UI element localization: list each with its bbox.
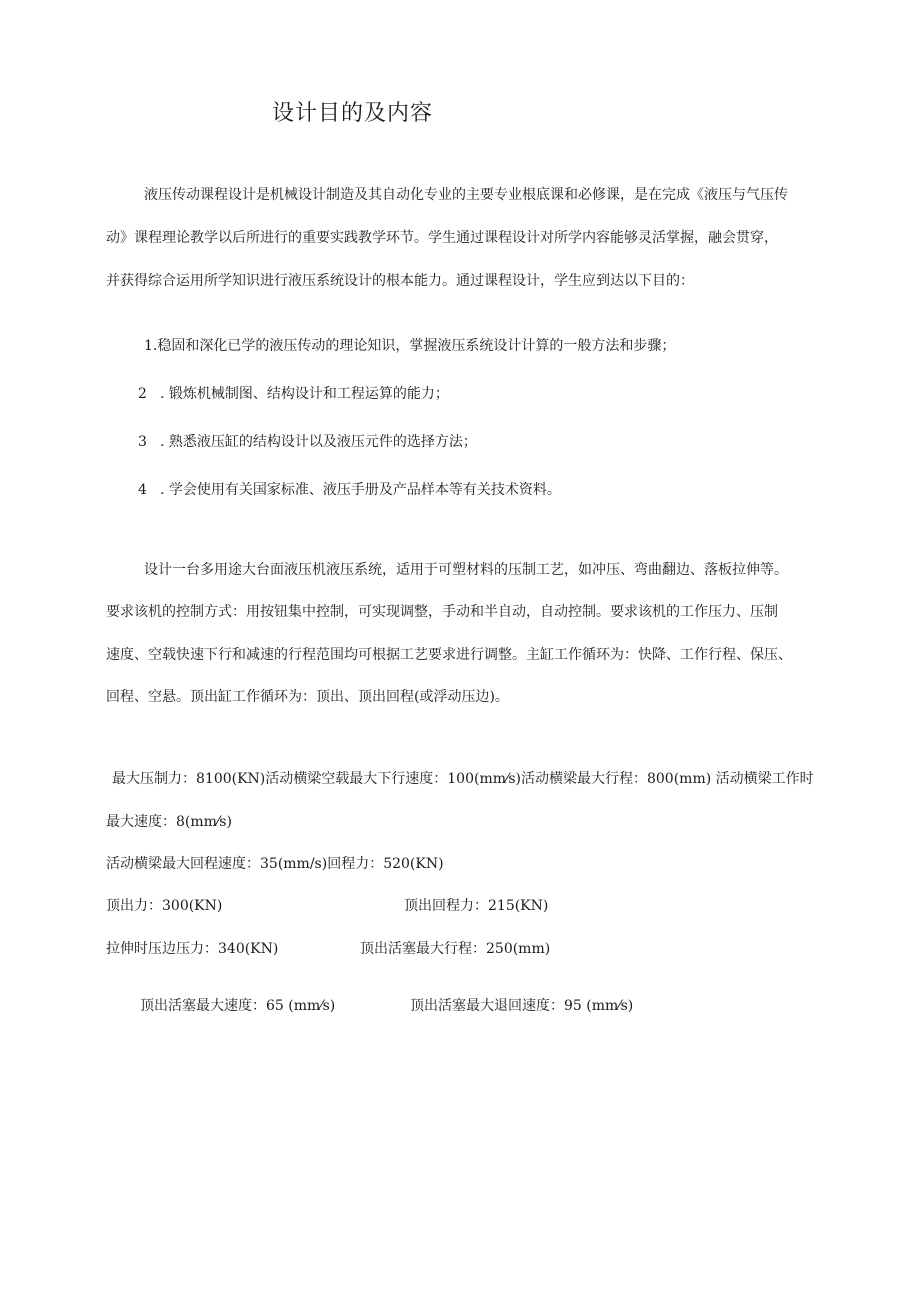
task-line: 回程、空悬。顶出缸工作循环为：顶出、顶出回程(或浮动压边)。 (106, 689, 509, 705)
param-line: 活动横梁最大回程速度：35(mm/s)回程力：520(KN) (106, 856, 444, 872)
list-item-text: . 学会使用有关国家标准、液压手册及产品样本等有关技术资料。 (160, 482, 561, 498)
task-line: 速度、空载快速下行和减速的行程范围均可根据工艺要求进行调整。主缸工作循环为：快降、工作行程、保压、 (106, 647, 792, 663)
list-item-text: . 锻炼机械制图、结构设计和工程运算的能力； (160, 386, 449, 402)
param-eject-return-force: 顶出回程力：215(KN) (404, 898, 549, 914)
intro-line: 并获得综合运用所学知识进行液压系统设计的根本能力。通过课程设计，学生应到达以下目的： (106, 273, 694, 289)
param-eject-return-speed: 顶出活塞最大退回速度：95 (mm⁄s) (410, 998, 634, 1014)
param-blank-holder-force: 拉伸时压边压力：340(KN) (106, 941, 279, 957)
list-item-text: 稳固和深化已学的液压传动的理论知识，掌握液压系统设计计算的一般方法和步骤； (157, 338, 676, 354)
intro-line: 液压传动课程设计是机械设计制造及其自动化专业的主要专业根底课和必修课，是在完成《液压与气压传 (144, 187, 788, 203)
list-item-number: 1. (144, 338, 158, 354)
list-item (144, 335, 675, 355)
list-item (138, 431, 477, 451)
intro-line: 动》课程理论教学以后所进行的重要实践教学环节。学生通过课程设计对所学内容能够灵活掌握，融会贯穿， (106, 230, 778, 246)
param-line: 最大压制力：8100(KN)活动横梁空载最大下行速度：100(mm⁄s)活动横梁最大行程：800(mm) 活动横梁工作时 (112, 771, 814, 787)
page-title: 设计目的及内容 (272, 101, 434, 126)
param-eject-force: 顶出力：300(KN) (106, 898, 223, 914)
param-line: 最大速度：8(mm⁄s) (106, 814, 232, 830)
list-item-number: 3 (138, 434, 147, 450)
list-item-number: 4 (138, 482, 147, 498)
list-item (138, 479, 561, 499)
param-eject-speed: 顶出活塞最大速度：65 (mm⁄s) (140, 998, 336, 1014)
list-item-text: . 熟悉液压缸的结构设计以及液压元件的选择方法； (160, 434, 477, 450)
list-item (138, 383, 449, 403)
task-line: 要求该机的控制方式：用按钮集中控制，可实现调整，手动和半自动，自动控制。要求该机的工作压力、压制 (106, 604, 778, 620)
task-line: 设计一台多用途大台面液压机液压系统，适用于可塑材料的压制工艺，如冲压、弯曲翻边、落板拉伸等。 (144, 562, 788, 578)
param-eject-stroke: 顶出活塞最大行程：250(mm) (360, 941, 551, 957)
list-item-number: 2 (138, 386, 147, 402)
